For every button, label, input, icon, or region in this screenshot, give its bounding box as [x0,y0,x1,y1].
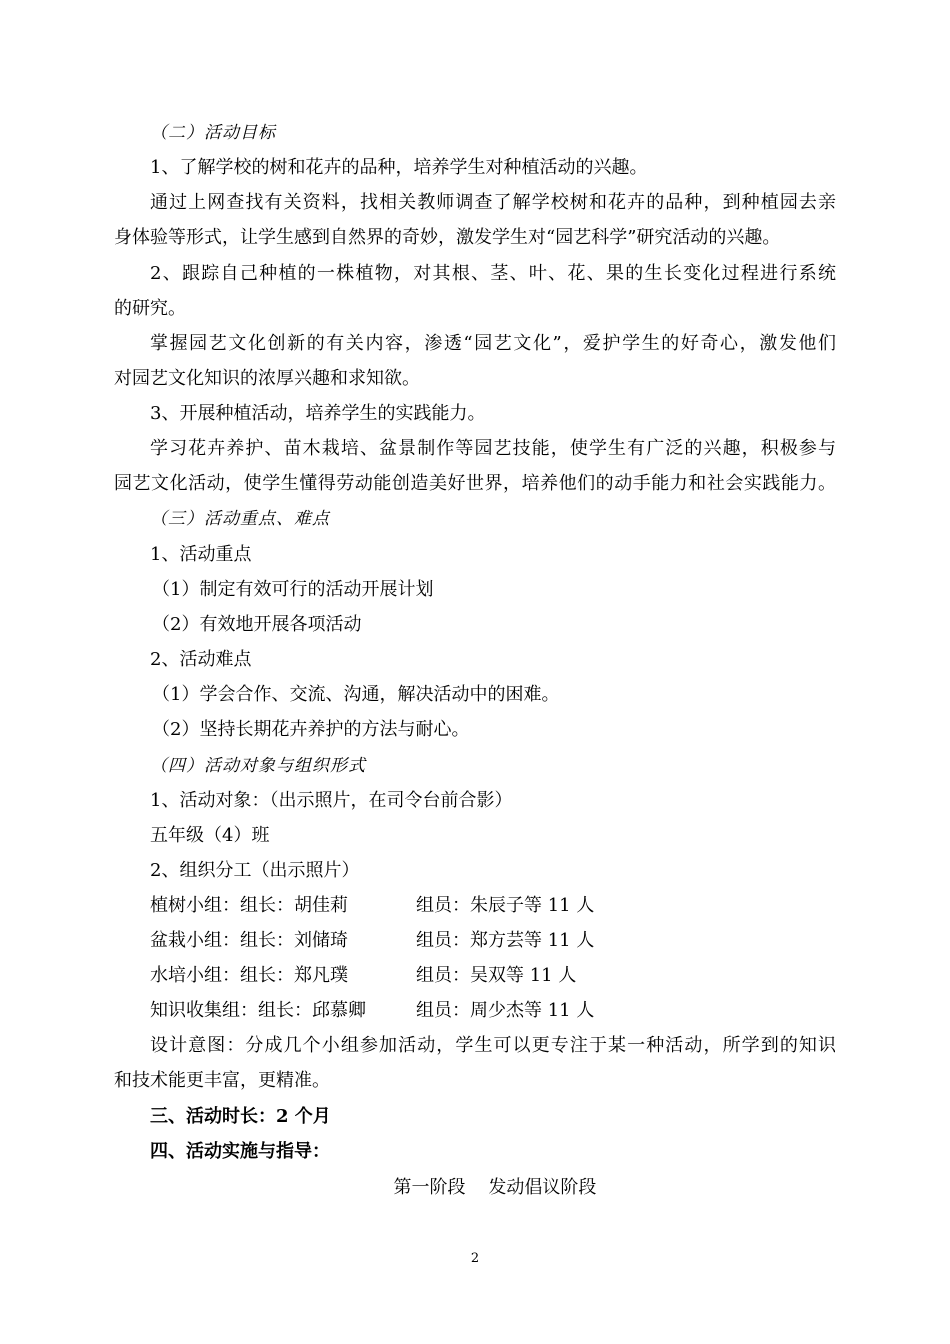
goal-1: 1、了解学校的树和花卉的品种，培养学生对种植活动的兴趣。 [150,157,648,178]
difficulty-title: 2、活动难点 [150,649,252,670]
group-row [150,929,594,953]
focus-title: 1、活动重点 [150,544,252,565]
group-leader: 水培小组：组长：郑凡璞 [150,965,348,986]
goal-3-description-line-1: 学习花卉养护、苗木栽培、盆景制作等园艺技能，使学生有广泛的兴趣，积极参与 [150,438,836,459]
focus-item-1: （1）制定有效可行的活动开展计划 [152,579,434,600]
goal-1-description-line-2: 身体验等形式，让学生感到自然界的奇妙，激发学生对“园艺科学”研究活动的兴趣。 [114,227,781,248]
goal-2-description-line-2: 对园艺文化知识的浓厚兴趣和求知欲。 [114,368,420,389]
goal-3: 3、开展种植活动，培养学生的实践能力。 [150,403,486,424]
group-members: 组员：吴双等 11 人 [416,965,577,986]
goal-1-description-line-1: 通过上网查找有关资料，找相关教师调查了解学校树和花卉的品种，到种植园去亲 [150,192,836,213]
group-row [150,999,594,1023]
group-members: 组员：郑方芸等 11 人 [416,930,595,951]
design-intent-line-2: 和技术能更丰富，更精准。 [114,1070,330,1091]
goal-2-description-line-1: 掌握园艺文化创新的有关内容，渗透“园艺文化”，爱护学生的好奇心，激发他们 [150,333,836,354]
organization-title: 2、组织分工（出示照片） [150,860,360,881]
section-heading-goals: （二）活动目标 [150,123,276,143]
group-row [150,894,594,918]
difficulty-item-2: （2）坚持长期花卉养护的方法与耐心。 [152,719,470,740]
section-duration: 三、活动时长：2 个月 [150,1106,331,1127]
group-row [150,964,576,988]
difficulty-item-1: （1）学会合作、交流、沟通，解决活动中的困难。 [152,684,560,705]
page-number: 2 [470,1251,480,1266]
group-leader: 盆栽小组：组长：刘储琦 [150,930,348,951]
target-title: 1、活动对象：（出示照片，在司令台前合影） [150,790,513,811]
group-members: 组员：周少杰等 11 人 [416,1000,595,1021]
goal-2-line-1: 2、跟踪自己种植的一株植物，对其根、茎、叶、花、果的生长变化过程进行系统 [150,263,836,284]
section-heading-organization: （四）活动对象与组织形式 [150,756,366,776]
section-implementation: 四、活动实施与指导： [150,1141,330,1162]
section-heading-focus: （三）活动重点、难点 [150,509,330,529]
phase-title: 第一阶段 发动倡议阶段 [393,1177,597,1198]
focus-item-2: （2）有效地开展各项活动 [152,614,362,635]
target-class: 五年级（4）班 [150,825,270,846]
group-leader: 植树小组：组长：胡佳莉 [150,895,348,916]
goal-3-description-line-2: 园艺文化活动，使学生懂得劳动能创造美好世界，培养他们的动手能力和社会实践能力。 [114,473,836,494]
group-leader: 知识收集组：组长：邱慕卿 [150,1000,366,1021]
goal-2-line-2: 的研究。 [114,298,186,319]
group-members: 组员：朱辰子等 11 人 [416,895,595,916]
design-intent-line-1: 设计意图：分成几个小组参加活动，学生可以更专注于某一种活动，所学到的知识 [150,1035,836,1056]
